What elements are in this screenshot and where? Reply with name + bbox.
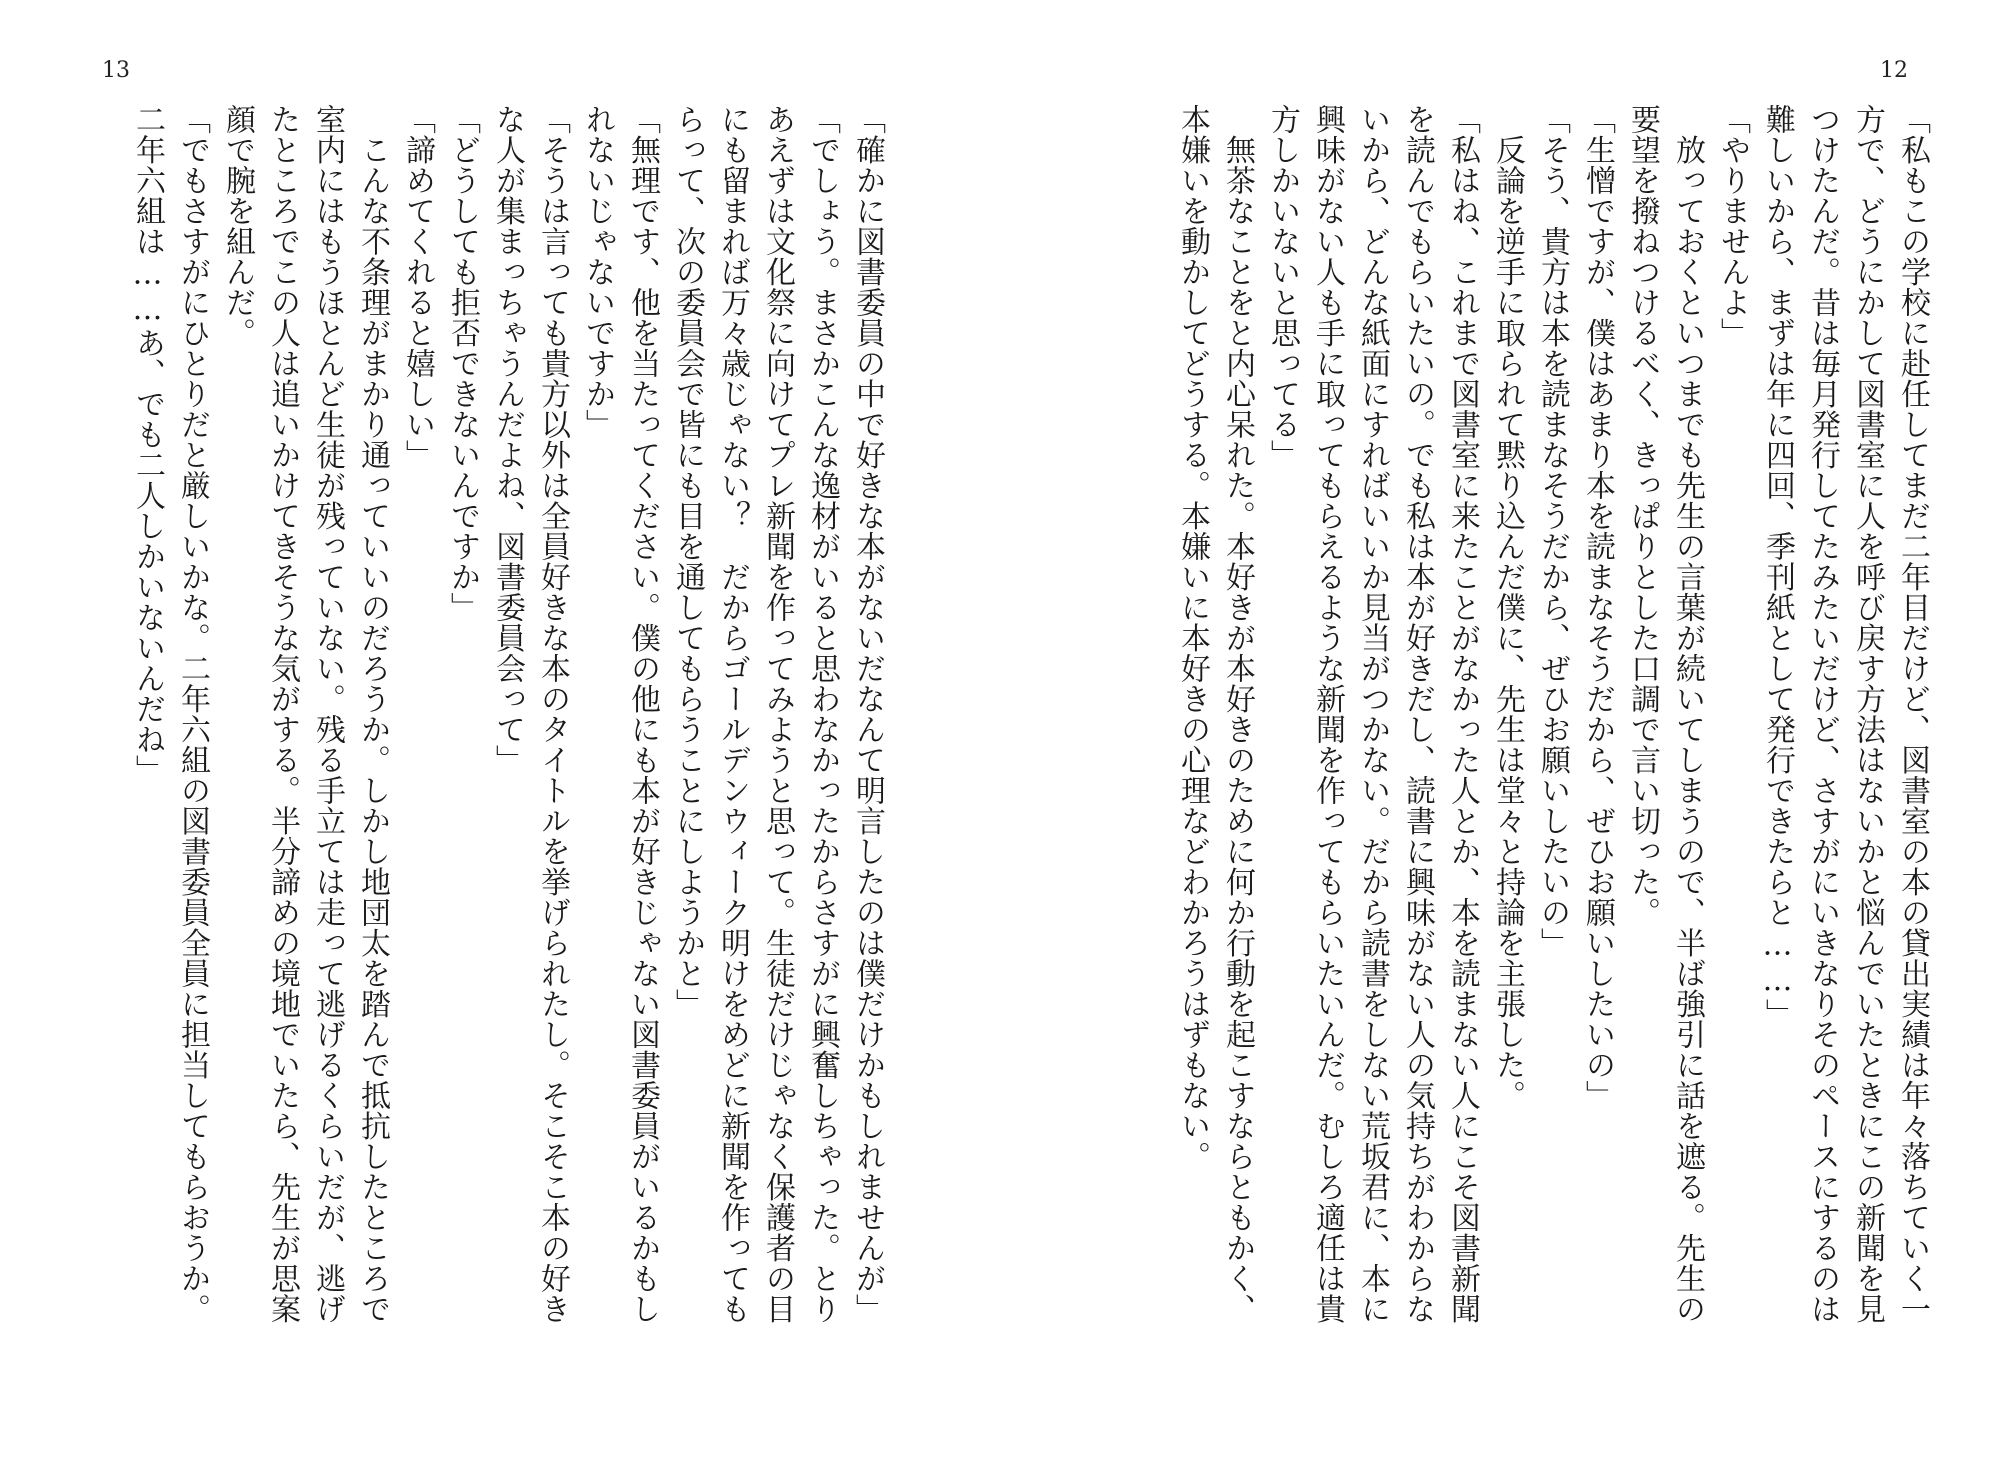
text-column: 顔で腕を組んだ。 xyxy=(220,104,255,348)
text-column: にも留まれば万々歳じゃない？ だからゴールデンウィーク明けをめどに新聞を作っても xyxy=(715,104,750,1324)
text-column: 方で、どうにかして図書室に人を呼び戻す方法はないかと悩んでいたときにこの新聞を見 xyxy=(1850,104,1885,1324)
text-column: 「そうは言っても貴方以外は全員好きな本のタイトルを挙げられたし。そこそこ本の好き xyxy=(535,104,570,1324)
page-body-left xyxy=(90,104,890,1354)
text-column: 「生憎ですが、僕はあまり本を読まなそうだから、ぜひお願いしたいの」 xyxy=(1580,104,1615,1111)
text-column: れないじゃないですか」 xyxy=(580,104,615,440)
text-column: 「私もこの学校に赴任してまだ二年目だけど、図書室の本の貸出実績は年々落ちていく一 xyxy=(1895,104,1930,1324)
text-column: 本嫌いを動かしてどうする。本嫌いに本好きの心理などわかろうはずもない。 xyxy=(1175,104,1210,1172)
text-column: らって、次の委員会で皆にも目を通してもらうことにしようかと」 xyxy=(670,104,705,1019)
text-column: 「やりませんよ」 xyxy=(1715,104,1750,348)
text-column: 放っておくといつまでも先生の言葉が続いてしまうので、半ば強引に話を遮る。先生の xyxy=(1670,104,1705,1324)
text-column: 「でもさすがにひとりだと厳しいかな。二年六組の図書委員全員に担当してもらおうか。 xyxy=(175,104,210,1324)
text-column: 室内にはもうほとんど生徒が残っていない。残る手立ては走って逃げるくらいだが、逃げ xyxy=(310,104,345,1324)
text-column: 方しかいないと思ってる」 xyxy=(1265,104,1300,470)
page-number-right: 12 xyxy=(1880,58,1908,83)
text-column: 無茶なことをと内心呆れた。本好きが本好きのために何か行動を起こすならともかく、 xyxy=(1220,104,1255,1324)
page-body-right xyxy=(1115,104,1935,1354)
text-column: 「確かに図書委員の中で好きな本がないだなんて明言したのは僕だけかもしれませんが」 xyxy=(850,104,885,1324)
text-column: 「私はね、これまで図書室に来たことがなかった人とか、本を読まない人にこそ図書新聞 xyxy=(1445,104,1480,1324)
page-number-left: 13 xyxy=(102,58,130,83)
text-column: 難しいから、まずは年に四回、季刊紙として発行できたらと……」 xyxy=(1760,104,1795,1029)
text-column: つけたんだ。昔は毎月発行してたみたいだけど、さすがにいきなりそのペースにするのは xyxy=(1805,104,1840,1324)
text-column: 二年六組は……あ、でも二人しかいないんだね」 xyxy=(130,104,165,785)
text-column: こんな不条理がまかり通っていいのだろうか。しかし地団太を踏んで抵抗したところで xyxy=(355,104,390,1324)
text-column: 「無理です、他を当たってください。僕の他にも本が好きじゃない図書委員がいるかもし xyxy=(625,104,660,1324)
text-column: たところでこの人は追いかけてきそうな気がする。半分諦めの境地でいたら、先生が思案 xyxy=(265,104,300,1324)
text-column: 「どうしても拒否できないんですか」 xyxy=(445,104,480,623)
text-column: を読んでもらいたいの。でも私は本が好きだし、読書に興味がない人の気持ちがわからな xyxy=(1400,104,1435,1324)
text-column: 「そう、貴方は本を読まなそうだから、ぜひお願いしたいの」 xyxy=(1535,104,1570,958)
text-column: 興味がない人も手に取ってもらえるような新聞を作ってもらいたいんだ。むしろ適任は貴 xyxy=(1310,104,1345,1324)
text-column: 「でしょう。まさかこんな逸材がいると思わなかったからさすがに興奮しちゃった。とり xyxy=(805,104,840,1324)
text-column: あえずは文化祭に向けてプレ新聞を作ってみようと思って。生徒だけじゃなく保護者の目 xyxy=(760,104,795,1324)
text-column: 反論を逆手に取られて黙り込んだ僕に、先生は堂々と持論を主張した。 xyxy=(1490,104,1525,1111)
text-column: いから、どんな紙面にすればいいか見当がつかない。だから読書をしない荒坂君に、本に xyxy=(1355,104,1390,1324)
text-column: 「諦めてくれると嬉しい」 xyxy=(400,104,435,470)
text-column: な人が集まっちゃうんだよね、図書委員会って」 xyxy=(490,104,525,775)
text-column: 要望を撥ねつけるべく、きっぱりとした口調で言い切った。 xyxy=(1625,104,1660,928)
